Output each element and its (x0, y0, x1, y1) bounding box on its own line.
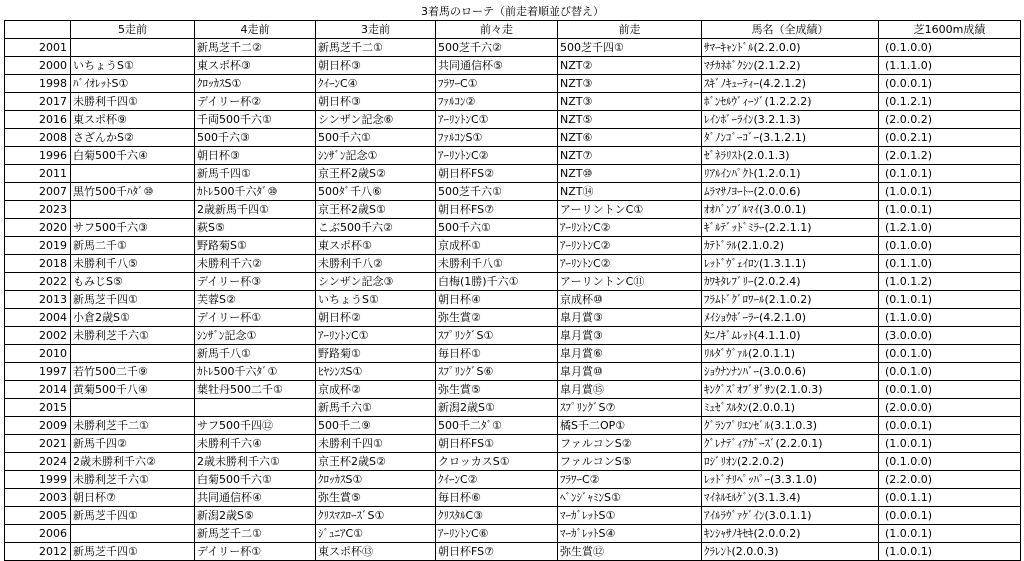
race-5th-prev-cell: 黒竹500千ﾊﾀﾞ⑩ (71, 183, 195, 201)
turf-1600-record-cell: (0.0.0.1) (879, 507, 1021, 525)
year-cell: 2015 (5, 399, 71, 417)
horse-name-cell: ｻﾏｰｷｬﾝﾄﾞﾙ(2.2.0.0) (702, 39, 879, 57)
race-5th-prev-cell (71, 345, 195, 363)
table-row (5, 291, 1021, 309)
turf-1600-record-cell: (1.1.0.0) (879, 309, 1021, 327)
table-row (5, 39, 1021, 57)
horse-name-cell: ﾌﾗﾑﾄﾞｸﾞﾛﾜｰﾙ(2.1.0.2) (702, 291, 879, 309)
table-row (5, 543, 1021, 561)
turf-1600-record-cell: (0.1.1.0) (879, 255, 1021, 273)
turf-1600-record-cell: (0.1.0.0) (879, 237, 1021, 255)
race-5th-prev-cell: 東スポ杯⑨ (71, 111, 195, 129)
horse-name-cell: ｾﾞﾈﾗﾘｽﾄ(2.0.1.3) (702, 147, 879, 165)
turf-1600-record-cell: (2.2.0.0) (879, 471, 1021, 489)
race-3rd-prev-cell: 未勝利千四① (316, 435, 436, 453)
year-cell: 2003 (5, 489, 71, 507)
race-4th-prev-cell: 東スポ杯③ (195, 57, 316, 75)
header-cell-prev: 前走 (558, 21, 702, 39)
race-3rd-prev-cell: 朝日杯③ (316, 93, 436, 111)
race-2nd-prev-cell: ｽﾌﾟﾘﾝｸﾞS⑥ (436, 363, 558, 381)
horse-name-cell: ｷﾞﾙﾃﾞｯﾄﾞﾐﾗｰ(2.2.1.1) (702, 219, 879, 237)
year-cell: 2002 (5, 327, 71, 345)
year-cell: 2014 (5, 381, 71, 399)
header-row (5, 21, 1021, 39)
horse-name-cell: ﾎﾞﾝｾﾙｳﾞｨｰｿﾞ(1.2.2.2) (702, 93, 879, 111)
race-prev-cell: 500芝千四① (558, 39, 702, 57)
horse-name-cell: ｶﾃﾄﾞﾗﾙ(2.1.0.2) (702, 237, 879, 255)
race-4th-prev-cell: 500千六③ (195, 129, 316, 147)
race-5th-prev-cell (71, 525, 195, 543)
table-title: 3着馬のローテ（前走着順並び替え） (5, 2, 1021, 21)
race-3rd-prev-cell: 未勝利千八② (316, 255, 436, 273)
race-3rd-prev-cell: シンザン記念③ (316, 273, 436, 291)
race-prev-cell: NZT⑤ (558, 111, 702, 129)
race-2nd-prev-cell: ｱｰﾘﾝﾄﾝC② (436, 147, 558, 165)
race-2nd-prev-cell: 500千二ﾀﾞ① (436, 417, 558, 435)
race-4th-prev-cell: ｶﾄﾚ500千六ﾀﾞ① (195, 363, 316, 381)
race-3rd-prev-cell: ｱｰﾘﾝﾄﾝC① (316, 327, 436, 345)
year-cell: 2017 (5, 93, 71, 111)
race-prev-cell: 皐月賞③ (558, 327, 702, 345)
race-4th-prev-cell: 未勝利千六② (195, 255, 316, 273)
race-3rd-prev-cell: 500ﾀﾞ千八⑥ (316, 183, 436, 201)
horse-name-cell: ﾏﾁｶﾈﾎﾞｸｼﾝ(2.1.2.2) (702, 57, 879, 75)
race-3rd-prev-cell: 新馬千六① (316, 399, 436, 417)
race-5th-prev-cell: ﾊﾞｲｵﾚｯﾄS① (71, 75, 195, 93)
table-row (5, 165, 1021, 183)
race-4th-prev-cell: 新潟2歳S⑤ (195, 507, 316, 525)
race-5th-prev-cell: 新馬芝千四① (71, 291, 195, 309)
turf-1600-record-cell: (2.0.0.2) (879, 111, 1021, 129)
horse-name-cell: ｷﾝｸﾞｽﾞｵﾌﾞｻﾞｻﾝ(2.1.0.3) (702, 381, 879, 399)
year-cell: 2012 (5, 543, 71, 561)
turf-1600-record-cell: (1.2.1.0) (879, 219, 1021, 237)
turf-1600-record-cell: (0.0.0.1) (879, 75, 1021, 93)
race-4th-prev-cell: 未勝利千六④ (195, 435, 316, 453)
year-cell: 2020 (5, 219, 71, 237)
race-3rd-prev-cell: 京王杯2歳S② (316, 165, 436, 183)
race-2nd-prev-cell: ｱｰﾘﾝﾄﾝC⑥ (436, 525, 558, 543)
race-5th-prev-cell: 新馬芝千四① (71, 507, 195, 525)
race-2nd-prev-cell: 500千六① (436, 219, 558, 237)
race-5th-prev-cell (71, 165, 195, 183)
race-3rd-prev-cell: ｼﾞｭﾆｱC① (316, 525, 436, 543)
race-5th-prev-cell (71, 201, 195, 219)
title-row (5, 2, 1021, 21)
race-4th-prev-cell: ｼﾝｻﾞﾝ記念① (195, 327, 316, 345)
race-2nd-prev-cell: ｽﾌﾟﾘﾝｸﾞS① (436, 327, 558, 345)
race-2nd-prev-cell: ﾌﾗﾜｰC① (436, 75, 558, 93)
header-cell-2nd-prev: 前々走 (436, 21, 558, 39)
table-row (5, 417, 1021, 435)
race-2nd-prev-cell: ｸﾘｽﾀﾙC③ (436, 507, 558, 525)
race-prev-cell: アーリントンC⑪ (558, 273, 702, 291)
race-5th-prev-cell: 未勝利千八⑤ (71, 255, 195, 273)
race-3rd-prev-cell: 朝日杯② (316, 309, 436, 327)
horse-name-cell: ｼｮｳﾅﾝﾅﾝﾊﾞｰ(3.0.0.6) (702, 363, 879, 381)
horse-name-cell: ﾏｲﾈﾙﾓﾙｹﾞﾝ(3.1.3.4) (702, 489, 879, 507)
header-cell-4th-prev: 4走前 (195, 21, 316, 39)
table-row (5, 201, 1021, 219)
race-2nd-prev-cell: 朝日杯FS② (436, 165, 558, 183)
race-5th-prev-cell: 未勝利千四① (71, 93, 195, 111)
race-5th-prev-cell: もみじS⑤ (71, 273, 195, 291)
race-5th-prev-cell: 黄菊500千八④ (71, 381, 195, 399)
turf-1600-record-cell: (0.1.0.0) (879, 453, 1021, 471)
table-row (5, 507, 1021, 525)
race-prev-cell: NZT③ (558, 75, 702, 93)
horse-name-cell: ﾚｯﾄﾞﾁﾘﾍﾟｯﾊﾟｰ(3.3.1.0) (702, 471, 879, 489)
race-prev-cell: NZT⑩ (558, 165, 702, 183)
race-3rd-prev-cell: ﾋﾔｼﾝｽS① (316, 363, 436, 381)
race-5th-prev-cell: 白菊500千六④ (71, 147, 195, 165)
race-4th-prev-cell: デイリー杯① (195, 543, 316, 561)
year-cell: 2007 (5, 183, 71, 201)
race-4th-prev-cell: 2歳未勝利千六① (195, 453, 316, 471)
year-cell: 1998 (5, 75, 71, 93)
race-4th-prev-cell: 葉牡丹500二千① (195, 381, 316, 399)
race-4th-prev-cell: サフ500千四⑫ (195, 417, 316, 435)
table-row (5, 147, 1021, 165)
race-3rd-prev-cell: 500千六① (316, 129, 436, 147)
race-3rd-prev-cell: 500千二⑨ (316, 417, 436, 435)
race-2nd-prev-cell: 毎日杯① (436, 345, 558, 363)
table-row (5, 399, 1021, 417)
race-5th-prev-cell (71, 399, 195, 417)
race-4th-prev-cell: 白菊500千六① (195, 471, 316, 489)
turf-1600-record-cell: (0.0.0.1) (879, 417, 1021, 435)
race-prev-cell: 橘S千二OP① (558, 417, 702, 435)
horse-name-cell: ﾐｭｾﾞｽﾙﾀﾝ(2.0.0.1) (702, 399, 879, 417)
turf-1600-record-cell: (0.0.2.1) (879, 129, 1021, 147)
table-row (5, 219, 1021, 237)
table-row (5, 381, 1021, 399)
race-4th-prev-cell: 野路菊S① (195, 237, 316, 255)
table-row (5, 489, 1021, 507)
turf-1600-record-cell: (0.1.2.1) (879, 93, 1021, 111)
race-4th-prev-cell: デイリー杯① (195, 309, 316, 327)
year-cell: 2000 (5, 57, 71, 75)
turf-1600-record-cell: (0.1.0.1) (879, 291, 1021, 309)
race-prev-cell: ｱｰﾘﾝﾄﾝC② (558, 255, 702, 273)
race-2nd-prev-cell: 未勝利千八① (436, 255, 558, 273)
table-row (5, 453, 1021, 471)
race-5th-prev-cell: 新馬二千① (71, 237, 195, 255)
horse-name-cell: ﾀﾞﾉﾝｺﾞｰｺﾞｰ(3.1.2.1) (702, 129, 879, 147)
race-5th-prev-cell: 新馬千四② (71, 435, 195, 453)
turf-1600-record-cell: (0.1.0.0) (879, 39, 1021, 57)
race-2nd-prev-cell: 弥生賞② (436, 309, 558, 327)
race-4th-prev-cell: ｶﾄﾚ500千六ﾀﾞ⑩ (195, 183, 316, 201)
year-cell: 2005 (5, 507, 71, 525)
table-row (5, 363, 1021, 381)
race-3rd-prev-cell: 新馬芝千二① (316, 39, 436, 57)
year-cell: 2023 (5, 201, 71, 219)
race-prev-cell: 皐月賞⑮ (558, 381, 702, 399)
turf-1600-record-cell: (2.0.1.2) (879, 147, 1021, 165)
race-prev-cell: ﾏｰｶﾞﾚｯﾄS④ (558, 525, 702, 543)
turf-1600-record-cell: (0.0.1.1) (879, 489, 1021, 507)
race-2nd-prev-cell: 弥生賞⑤ (436, 381, 558, 399)
race-4th-prev-cell: 新馬千四① (195, 165, 316, 183)
race-4th-prev-cell: ｸﾛｯｶｽS① (195, 75, 316, 93)
race-2nd-prev-cell: クロッカスS① (436, 453, 558, 471)
race-5th-prev-cell: いちょうS① (71, 57, 195, 75)
race-prev-cell: ファルコンS② (558, 435, 702, 453)
table-row (5, 255, 1021, 273)
table-row (5, 93, 1021, 111)
year-cell: 2019 (5, 237, 71, 255)
horse-name-cell: ﾒｲｼｮｳﾎﾞｰﾗｰ(4.2.1.0) (702, 309, 879, 327)
race-3rd-prev-cell: ｼﾝｻﾞﾝ記念① (316, 147, 436, 165)
race-4th-prev-cell: 新馬千八① (195, 345, 316, 363)
horse-name-cell: ｸﾞﾗﾝﾌﾟﾘｴﾝｾﾞﾙ(3.1.0.3) (702, 417, 879, 435)
race-prev-cell: アーリントンC① (558, 201, 702, 219)
turf-1600-record-cell: (1.0.0.1) (879, 183, 1021, 201)
race-4th-prev-cell: 朝日杯③ (195, 147, 316, 165)
table-row (5, 237, 1021, 255)
race-prev-cell: ﾏｰｶﾞﾚｯﾄS① (558, 507, 702, 525)
race-prev-cell: ﾌﾗﾜｰC② (558, 471, 702, 489)
table-row (5, 111, 1021, 129)
race-5th-prev-cell: 未勝利芝千六① (71, 327, 195, 345)
race-4th-prev-cell: デイリー杯③ (195, 273, 316, 291)
race-5th-prev-cell: 未勝利芝千二① (71, 417, 195, 435)
turf-1600-record-cell: (1.0.1.2) (879, 273, 1021, 291)
race-2nd-prev-cell: 京成杯① (436, 237, 558, 255)
race-2nd-prev-cell: ｸｲｰﾝC② (436, 471, 558, 489)
horse-name-cell: ｸﾗﾚﾝﾄ(2.0.0.3) (702, 543, 879, 561)
horse-name-cell: ｷﾝｼｬｻﾉｷｾｷ(2.0.0.2) (702, 525, 879, 543)
horse-name-cell: ｱｲﾙﾗｳﾞｧｹﾞｲﾝ(3.0.1.1) (702, 507, 879, 525)
turf-1600-record-cell: (3.0.0.0) (879, 327, 1021, 345)
table-row (5, 183, 1021, 201)
race-prev-cell: 弥生賞⑫ (558, 543, 702, 561)
race-2nd-prev-cell: ｱｰﾘﾝﾄﾝC① (436, 111, 558, 129)
race-3rd-prev-cell: シンザン記念⑥ (316, 111, 436, 129)
year-cell: 2013 (5, 291, 71, 309)
horse-name-cell: ﾑﾗﾏｻﾉﾖｰﾄｰ(2.0.0.6) (702, 183, 879, 201)
horse-name-cell: ﾚｲﾝﾎﾞｰﾗｲﾝ(3.2.1.3) (702, 111, 879, 129)
race-prev-cell: ｽﾌﾟﾘﾝｸﾞS⑦ (558, 399, 702, 417)
race-4th-prev-cell: デイリー杯② (195, 93, 316, 111)
race-3rd-prev-cell: 京王杯2歳S② (316, 453, 436, 471)
horse-name-cell: ﾀﾆﾉｷﾞﾑﾚｯﾄ(4.1.1.0) (702, 327, 879, 345)
rotation-table (4, 2, 1021, 561)
turf-1600-record-cell: (1.0.0.1) (879, 201, 1021, 219)
race-2nd-prev-cell: 白梅(1勝)千六① (436, 273, 558, 291)
horse-name-cell: ｵｵﾊﾞﾝﾌﾞﾙﾏｲ(3.0.0.1) (702, 201, 879, 219)
race-2nd-prev-cell: 毎日杯⑥ (436, 489, 558, 507)
race-3rd-prev-cell: ｸｲｰﾝC④ (316, 75, 436, 93)
table-row (5, 129, 1021, 147)
race-3rd-prev-cell: 弥生賞⑤ (316, 489, 436, 507)
header-cell-year (5, 21, 71, 39)
table-row (5, 75, 1021, 93)
horse-name-cell: ｶﾜｷﾀﾚﾌﾞﾘｰ(2.0.2.4) (702, 273, 879, 291)
turf-1600-record-cell: (0.0.1.0) (879, 363, 1021, 381)
race-5th-prev-cell: 未勝利芝千六① (71, 471, 195, 489)
header-cell-3rd-prev: 3走前 (316, 21, 436, 39)
turf-1600-record-cell: (1.1.1.0) (879, 57, 1021, 75)
race-5th-prev-cell: 小倉2歳S① (71, 309, 195, 327)
race-prev-cell: NZT③ (558, 93, 702, 111)
year-cell: 2021 (5, 435, 71, 453)
year-cell: 1997 (5, 363, 71, 381)
year-cell: 2009 (5, 417, 71, 435)
table-row (5, 327, 1021, 345)
year-cell: 2016 (5, 111, 71, 129)
race-3rd-prev-cell: 京王杯2歳S① (316, 201, 436, 219)
race-2nd-prev-cell: ﾌｧﾙｺﾝ② (436, 93, 558, 111)
race-3rd-prev-cell: いちょうS① (316, 291, 436, 309)
table-row (5, 273, 1021, 291)
race-5th-prev-cell: 朝日杯⑦ (71, 489, 195, 507)
race-4th-prev-cell: 新馬芝千二② (195, 39, 316, 57)
race-3rd-prev-cell: こぶ500千六② (316, 219, 436, 237)
race-prev-cell: 皐月賞⑥ (558, 345, 702, 363)
race-3rd-prev-cell: ｸﾘｽﾏｽﾛｰｽﾞS① (316, 507, 436, 525)
race-5th-prev-cell: 新馬芝千四① (71, 543, 195, 561)
race-2nd-prev-cell: 共同通信杯⑤ (436, 57, 558, 75)
year-cell: 2018 (5, 255, 71, 273)
race-prev-cell: ﾍﾞﾝｼﾞｬﾐﾝS① (558, 489, 702, 507)
table-row (5, 57, 1021, 75)
race-2nd-prev-cell: ﾌｧﾙｺﾝS① (436, 129, 558, 147)
table-row (5, 345, 1021, 363)
year-cell: 2001 (5, 39, 71, 57)
turf-1600-record-cell: (0.1.0.1) (879, 165, 1021, 183)
turf-1600-record-cell: (0.0.1.0) (879, 345, 1021, 363)
year-cell: 1996 (5, 147, 71, 165)
race-4th-prev-cell: 2歳新馬千四① (195, 201, 316, 219)
turf-1600-record-cell: (2.0.0.0) (879, 399, 1021, 417)
year-cell: 2011 (5, 165, 71, 183)
race-2nd-prev-cell: 500芝千六① (436, 183, 558, 201)
header-cell-5th-prev: 5走前 (71, 21, 195, 39)
year-cell: 2004 (5, 309, 71, 327)
table-row (5, 435, 1021, 453)
horse-name-cell: ﾘﾙﾀﾞｳﾞｧﾙ(2.0.1.1) (702, 345, 879, 363)
year-cell: 2008 (5, 129, 71, 147)
race-4th-prev-cell: 千両500千六① (195, 111, 316, 129)
race-5th-prev-cell: 若竹500二千⑨ (71, 363, 195, 381)
race-3rd-prev-cell: ｸﾛｯｶｽS① (316, 471, 436, 489)
turf-1600-record-cell: (0.0.1.0) (879, 381, 1021, 399)
race-3rd-prev-cell: 野路菊① (316, 345, 436, 363)
race-5th-prev-cell: サフ500千六③ (71, 219, 195, 237)
race-2nd-prev-cell: 朝日杯FS① (436, 435, 558, 453)
race-5th-prev-cell: 2歳未勝利千六② (71, 453, 195, 471)
table-row (5, 525, 1021, 543)
race-4th-prev-cell: 共同通信杯④ (195, 489, 316, 507)
race-prev-cell: ファルコンS⑤ (558, 453, 702, 471)
year-cell: 2006 (5, 525, 71, 543)
turf-1600-record-cell: (1.0.0.1) (879, 543, 1021, 561)
race-3rd-prev-cell: 東スポ杯⑬ (316, 543, 436, 561)
header-cell-turf-1600-record: 芝1600m成績 (879, 21, 1021, 39)
race-prev-cell: ｱｰﾘﾝﾄﾝC② (558, 237, 702, 255)
year-cell: 2022 (5, 273, 71, 291)
race-2nd-prev-cell: 500芝千六② (436, 39, 558, 57)
race-prev-cell: 皐月賞⑩ (558, 363, 702, 381)
year-cell: 2010 (5, 345, 71, 363)
race-5th-prev-cell (71, 39, 195, 57)
race-4th-prev-cell (195, 399, 316, 417)
race-3rd-prev-cell: 朝日杯③ (316, 57, 436, 75)
race-prev-cell: NZT⑦ (558, 147, 702, 165)
race-2nd-prev-cell: 朝日杯FS⑦ (436, 201, 558, 219)
year-cell: 1999 (5, 471, 71, 489)
header-cell-horse-name: 馬名（全成績） (702, 21, 879, 39)
race-prev-cell: NZT⑥ (558, 129, 702, 147)
race-2nd-prev-cell: 新潟2歳S① (436, 399, 558, 417)
horse-name-cell: ｸﾞﾚﾅﾃﾞｨｱｶﾞｰｽﾞ(2.2.0.1) (702, 435, 879, 453)
table-row (5, 471, 1021, 489)
race-3rd-prev-cell: 東スポ杯① (316, 237, 436, 255)
horse-name-cell: ﾛｼﾞﾘｵﾝ(2.2.0.2) (702, 453, 879, 471)
race-prev-cell: ｱｰﾘﾝﾄﾝC② (558, 219, 702, 237)
turf-1600-record-cell: (1.0.0.1) (879, 435, 1021, 453)
race-3rd-prev-cell: 京成杯② (316, 381, 436, 399)
horse-name-cell: ﾚｯﾄﾞｳﾞｪｲﾛﾝ(1.3.1.1) (702, 255, 879, 273)
race-4th-prev-cell: 芙蓉S② (195, 291, 316, 309)
race-4th-prev-cell: 萩S⑤ (195, 219, 316, 237)
race-prev-cell: 皐月賞③ (558, 309, 702, 327)
race-2nd-prev-cell: 朝日杯FS⑦ (436, 543, 558, 561)
year-cell: 2024 (5, 453, 71, 471)
race-5th-prev-cell: さざんかS② (71, 129, 195, 147)
race-2nd-prev-cell: 朝日杯④ (436, 291, 558, 309)
race-prev-cell: NZT② (558, 57, 702, 75)
race-4th-prev-cell: 新馬芝千二① (195, 525, 316, 543)
race-prev-cell: NZT⑭ (558, 183, 702, 201)
horse-name-cell: ｽｷﾞﾉｷｭｰﾃｨｰ(4.2.1.2) (702, 75, 879, 93)
table-row (5, 309, 1021, 327)
horse-name-cell: ﾘｱﾙｲﾝﾊﾟｸﾄ(1.2.0.1) (702, 165, 879, 183)
turf-1600-record-cell: (1.0.0.1) (879, 525, 1021, 543)
race-prev-cell: 京成杯⑩ (558, 291, 702, 309)
